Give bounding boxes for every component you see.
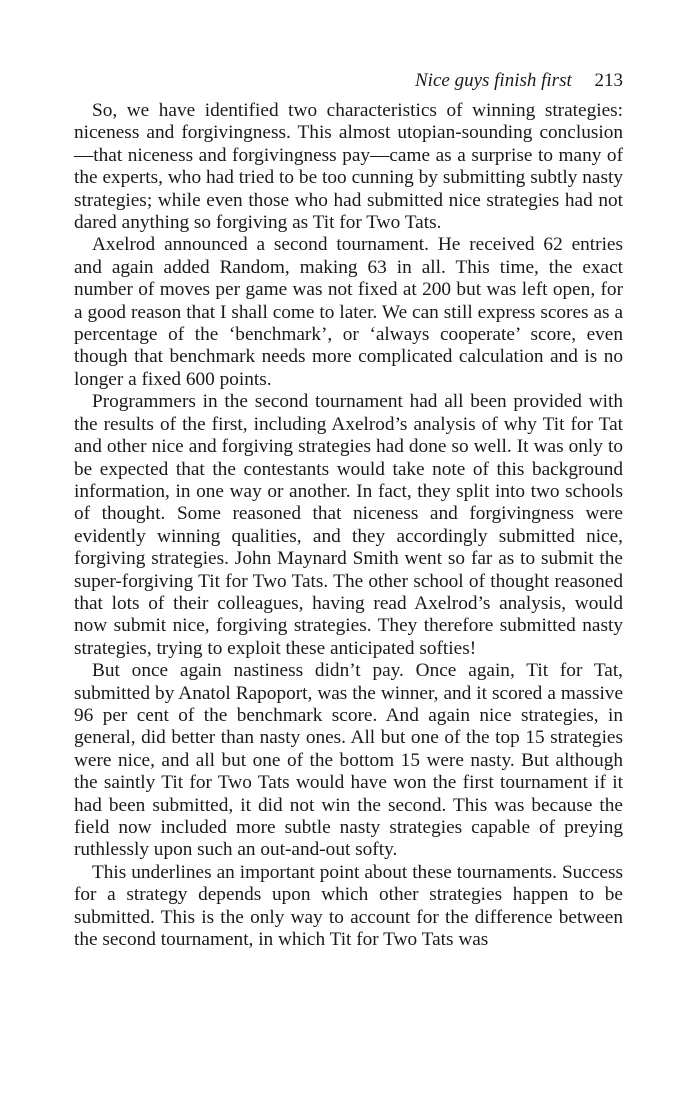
running-title: Nice guys finish first xyxy=(415,70,572,91)
paragraph-3: Programmers in the second tournament had all been provided with the results of the first, including Axelrod’s analysis of why Tit for Tat and other nice and forgiving strategies had done so well. It was only to be expected that the contestants would take note of this background information, in one way or another. In fact, they split into two schools of thought. Some reasoned that niceness and forgivingness were evidently winning qualities, and they accordingly submitted nice, forgiving strategies. John Maynard Smith went so far as to submit the super-forgiving Tit for Two Tats. The other school of thought reasoned that lots of their colleagues, having read Axelrod’s analysis, would now submit nice, forgiving strategies. They therefore submitted nasty strategies, trying to exploit these anticipated softies! xyxy=(74,391,623,659)
paragraph-2: Axelrod announced a second tournament. He received 62 entries and again added Random, making 63 in all. This time, the exact number of moves per game was not fixed at 200 but was left open, for a good reason that I shall come to later. We can still express scores as a percentage of the ‘benchmark’, or ‘always cooperate’ score, even though that benchmark needs more complicated calculation and is no longer a fixed 600 points. xyxy=(74,234,623,390)
running-head xyxy=(74,70,623,96)
body-text xyxy=(74,100,623,951)
page-number: 213 xyxy=(594,70,623,91)
paragraph-1: So, we have identified two characteristics of winning strategies: niceness and forgivingness. This almost utopian-sounding conclusion—that niceness and forgivingness pay—came as a surprise to many of the experts, who had tried to be too cunning by submitting subtly nasty strategies; while even those who had submitted nice strategies had not dared anything so forgiving as Tit for Two Tats. xyxy=(74,100,623,234)
paragraph-4: But once again nastiness didn’t pay. Once again, Tit for Tat, submitted by Anatol Rapoport, was the winner, and it scored a massive 96 per cent of the benchmark score. And again nice strategies, in general, did better than nasty ones. All but one of the top 15 strategies were nice, and all but one of the bottom 15 were nasty. But although the saintly Tit for Two Tats would have won the first tournament if it had been submitted, it did not win the second. This was because the field now included more subtle nasty strategies capable of preying ruthlessly upon such an out-and-out softy. xyxy=(74,660,623,861)
book-page xyxy=(74,70,623,951)
paragraph-5: This underlines an important point about these tournaments. Success for a strategy depends upon which other strategies happen to be submitted. This is the only way to account for the difference between the second tournament, in which Tit for Two Tats was xyxy=(74,861,623,951)
